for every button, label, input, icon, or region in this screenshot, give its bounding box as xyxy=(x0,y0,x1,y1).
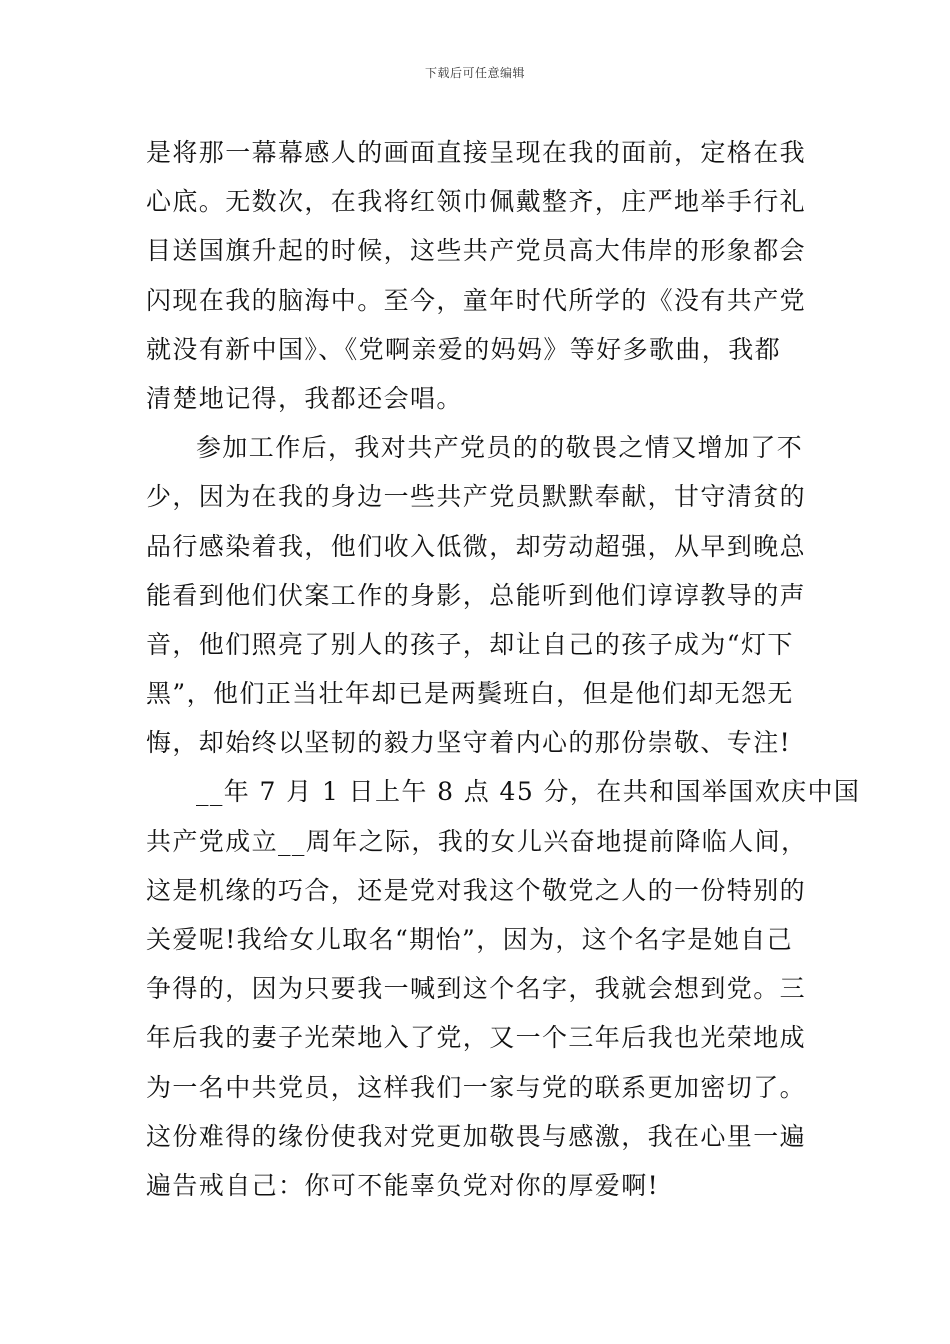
text-line: 关爱呢!我给女儿取名“期怡”，因为，这个名字是她自己 xyxy=(146,925,794,954)
text-line: 为一名中共党员，这样我们一家与党的联系更加密切了。 xyxy=(146,1072,807,1102)
text-line: 闪现在我的脑海中。至今，童年时代所学的《没有共产党 xyxy=(146,285,807,315)
text-line: 遍告戒自己：你可不能辜负党对你的厚爱啊! xyxy=(146,1170,660,1200)
text-line: 争得的，因为只要我一喊到这个名字，我就会想到党。三 xyxy=(146,974,807,1004)
text-line: 共产党成立__周年之际，我的女儿兴奋地提前降临人间， xyxy=(146,826,808,856)
page-header: 下载后可任意编辑 xyxy=(424,66,525,80)
text-line: 黑”，他们正当壮年却已是两鬓班白，但是他们却无怨无 xyxy=(146,679,794,709)
text-line: 这是机缘的巧合，还是党对我这个敬党之人的一份特别的 xyxy=(146,875,807,905)
text-line: 能看到他们伏案工作的身影，总能听到他们谆谆教导的声 xyxy=(146,580,807,610)
text-line: 目送国旗升起的时候，这些共产党员高大伟岸的形象都会 xyxy=(146,236,807,266)
text-line: 音，他们照亮了别人的孩子，却让自己的孩子成为“灯下 xyxy=(146,629,794,659)
text-line: 参加工作后，我对共产党员的的敬畏之情又增加了不 xyxy=(196,433,804,463)
text-line: 清楚地记得，我都还会唱。 xyxy=(146,383,463,413)
text-line: 年后我的妻子光荣地入了党，又一个三年后我也光荣地成 xyxy=(146,1023,807,1053)
text-line: 心底。无数次，在我将红领巾佩戴整齐，庄严地举手行礼 xyxy=(146,187,807,217)
body-text xyxy=(146,128,861,1210)
text-line: 少，因为在我的身边一些共产党员默默奉献，甘守清贫的 xyxy=(146,482,807,512)
text-line: 品行感染着我，他们收入低微，却劳动超强，从早到晚总 xyxy=(146,531,807,561)
text-line: 是将那一幕幕感人的画面直接呈现在我的面前，定格在我 xyxy=(146,138,807,167)
text-line: 就没有新中国》、《党啊亲爱的妈妈》等好多歌曲，我都 xyxy=(146,334,782,364)
text-line: 悔，却始终以坚韧的毅力坚守着内心的那份崇敬、专注! xyxy=(146,728,792,758)
text-line: 这份难得的缘份使我对党更加敬畏与感激，我在心里一遍 xyxy=(146,1121,807,1151)
text-line: __年 7 月 1 日上午 8 点 45 分，在共和国举国欢庆中国 xyxy=(196,777,861,807)
